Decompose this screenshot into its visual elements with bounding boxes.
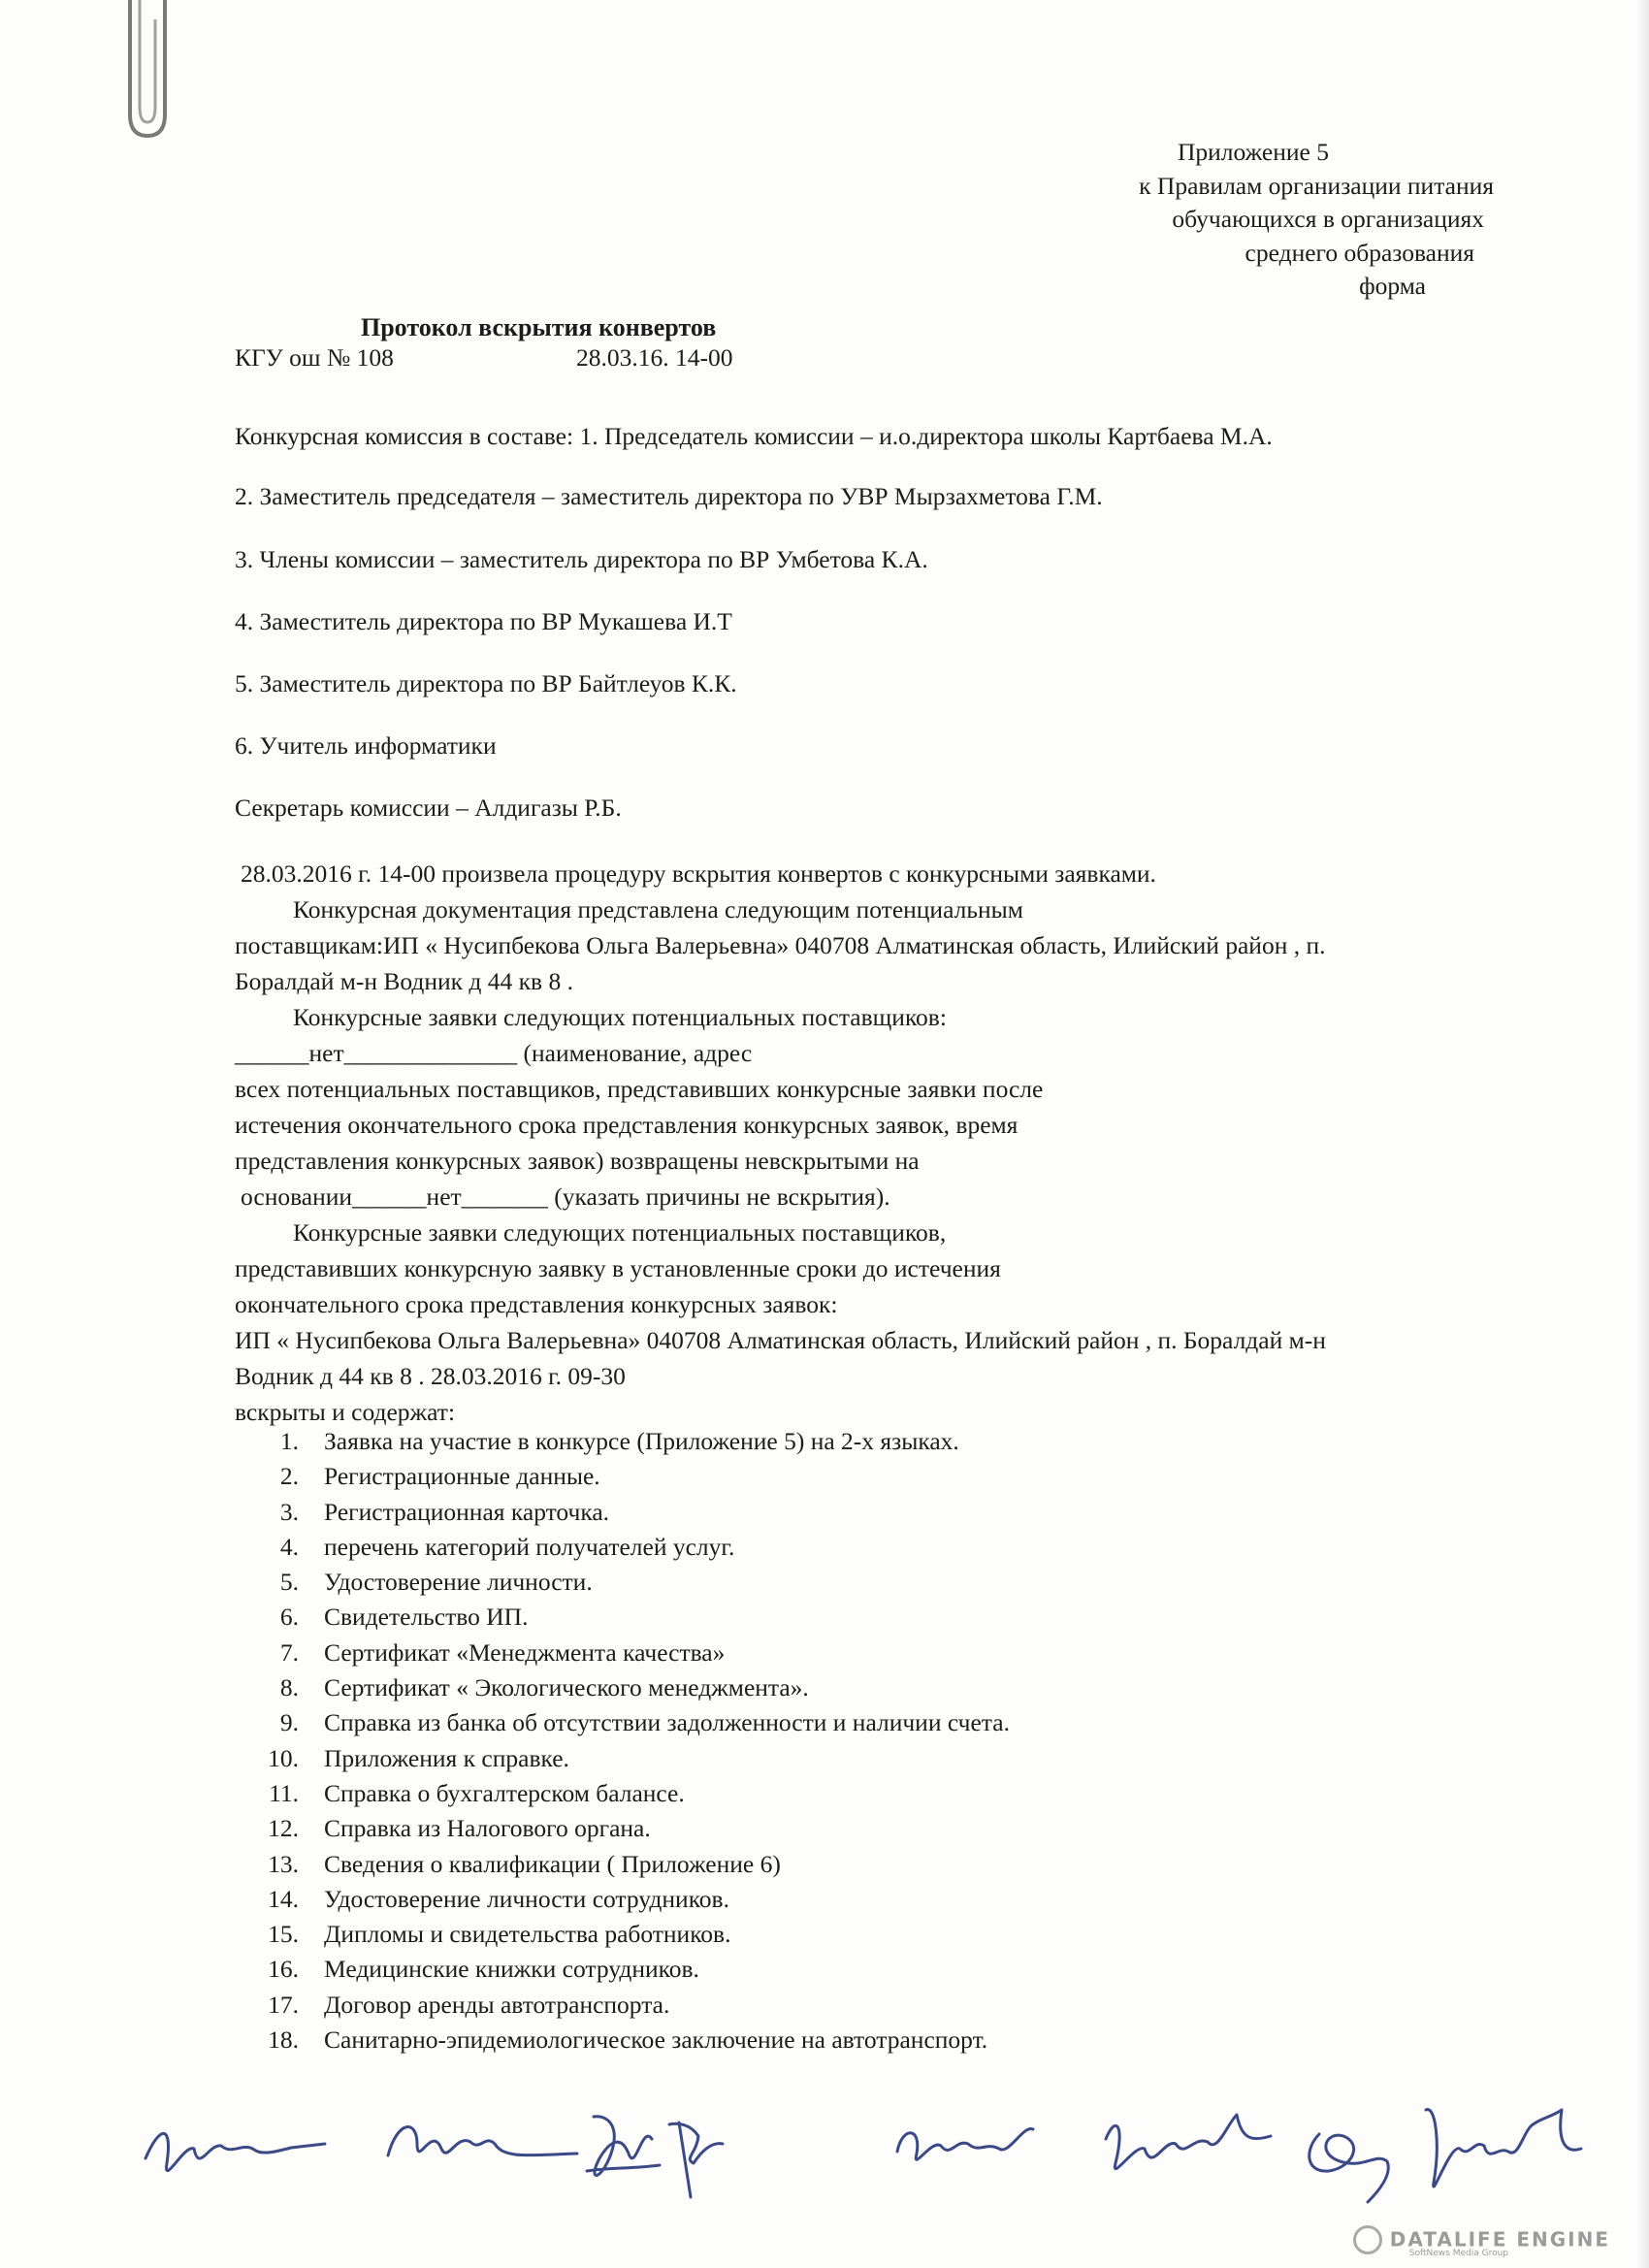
school-name: КГУ ош № 108 (235, 343, 394, 372)
list-item-number: 5. (279, 1568, 299, 1597)
list-item-text: Медицинские книжки сотрудников. (324, 1955, 699, 1984)
signatures (0, 2066, 1649, 2241)
signature-3 (587, 2117, 723, 2197)
list-item-text: Регистрационные данные. (324, 1462, 600, 1491)
list-item-text: Дипломы и свидетельства работников. (324, 1920, 731, 1949)
list-item-number: 18. (268, 2025, 299, 2055)
list-item-text: перечень категорий получателей услуг. (324, 1532, 735, 1561)
body-line: истечения окончательного срока представления конкурсных заявок, время (235, 1111, 1018, 1139)
list-item-text: Сведения о квалификации ( Приложение 6) (324, 1849, 781, 1878)
appendix-line: среднего образования (1245, 238, 1474, 267)
body-line: поставщикам:ИП « Нусипбекова Ольга Валерьевна» 040708 Алматинская область, Илийский район , п. (235, 931, 1326, 959)
body-line: Конкурсные заявки следующих потенциальных поставщиков: (293, 1003, 947, 1031)
commission-member: 4. Заместитель директора по ВР Мукашева И.Т (235, 607, 732, 635)
list-item-number: 2. (279, 1462, 299, 1491)
paperclip-icon (116, 0, 175, 146)
body-line: Боралдай м-н Водник д 44 кв 8 . (235, 967, 573, 995)
list-item-number: 15. (268, 1920, 299, 1949)
list-item-number: 14. (268, 1884, 299, 1913)
list-item-number: 4. (279, 1532, 299, 1561)
commission-vice-chair: 2. Заместитель председателя – заместитель директора по УВР Мырзахметова Г.М. (235, 482, 1103, 510)
appendix-line: Приложение 5 (1178, 138, 1329, 166)
list-item-number: 1. (279, 1427, 299, 1455)
appendix-header (951, 136, 1494, 304)
commission-member: 6. Учитель информатики (235, 731, 497, 760)
body-line: вскрыты и содержат: (235, 1398, 456, 1426)
signature-5 (1106, 2115, 1271, 2169)
watermark (1353, 2227, 1610, 2256)
page-edge-shadow (1635, 0, 1649, 2268)
commission-secretary: Секретарь комиссии – Алдигазы Р.Б. (235, 794, 622, 822)
list-item-text: Справка о бухгалтерском балансе. (324, 1778, 685, 1807)
body-line: Конкурсная документация представлена следующим потенциальным (293, 895, 1023, 923)
list-item-text: Сертификат « Экологического менеджмента». (324, 1673, 809, 1702)
list-item-text: Удостоверение личности сотрудников. (324, 1884, 729, 1913)
signature-2 (388, 2127, 577, 2155)
watermark-subtext: SoftNews Media Group (1408, 2249, 1508, 2258)
list-item-text: Регистрационная карточка. (324, 1497, 610, 1526)
signature-4 (897, 2128, 1033, 2159)
appendix-line: форма (1359, 272, 1426, 300)
body-line: представивших конкурсную заявку в установленные сроки до истечения (235, 1254, 1001, 1282)
protocol-date: 28.03.16. 14-00 (576, 343, 733, 372)
list-item-text: Справка из Налогового органа. (324, 1814, 651, 1843)
list-item-number: 10. (268, 1743, 299, 1772)
list-item-text: Свидетельство ИП. (324, 1603, 529, 1632)
body-paragraph: 28.03.2016 г. 14-00 произвела процедуру вскрытия конвертов с конкурсными заявками. (241, 859, 1156, 888)
document-title: Протокол вскрытия конвертов (361, 313, 717, 341)
list-item-number: 12. (268, 1814, 299, 1843)
body-line: ИП « Нусипбекова Ольга Валерьевна» 040708 Алматинская область, Илийский район , п. Боралдай м-н (235, 1326, 1326, 1354)
signature-1 (146, 2133, 325, 2170)
appendix-line: обучающихся в организациях (1172, 205, 1484, 233)
body-line: основании______нет_______ (указать причины не вскрытия). (241, 1183, 890, 1211)
list-item-number: 6. (279, 1603, 299, 1632)
signature-7 (1426, 2110, 1581, 2187)
list-item-text: Приложения к справке. (324, 1743, 569, 1772)
commission-chair: Конкурсная комиссия в составе: 1. Председатель комиссии – и.о.директора школы Картбаева М.А. (235, 422, 1273, 450)
list-item-number: 17. (268, 1990, 299, 2019)
commission-members: 3. Члены комиссии – заместитель директора по ВР Умбетова К.А. (235, 545, 928, 573)
body-line: ______нет______________ (наименование, адрес (235, 1039, 753, 1067)
list-item-text: Заявка на участие в конкурсе (Приложение 5) на 2-х языках. (324, 1427, 959, 1455)
body-line: всех потенциальных поставщиков, представивших конкурсные заявки после (235, 1075, 1044, 1103)
watermark-text: DATALIFE ENGINE (1389, 2227, 1610, 2252)
list-item-text: Справка из банка об отсутствии задолженности и наличии счета. (324, 1708, 1010, 1737)
list-item-text: Санитарно-эпидемиологическое заключение на автотранспорт. (324, 2025, 988, 2055)
list-item-number: 8. (279, 1673, 299, 1702)
list-item-number: 11. (269, 1778, 299, 1807)
list-item-number: 3. (279, 1497, 299, 1526)
list-item-text: Сертификат «Менеджмента качества» (324, 1637, 726, 1667)
list-item-text: Удостоверение личности. (324, 1568, 593, 1597)
body-line: окончательного срока представления конкурсных заявок: (235, 1290, 838, 1318)
list-item-text: Договор аренды автотранспорта. (324, 1990, 670, 2019)
signature-6 (1310, 2134, 1389, 2202)
list-item-number: 9. (279, 1708, 299, 1737)
appendix-line: к Правилам организации питания (1139, 171, 1494, 200)
commission-member: 5. Заместитель директора по ВР Байтлеуов К.К. (235, 669, 737, 697)
list-item-number: 13. (268, 1849, 299, 1878)
body-line: Конкурсные заявки следующих потенциальных поставщиков, (293, 1218, 947, 1247)
watermark-logo-icon (1353, 2225, 1382, 2254)
list-item-number: 7. (279, 1637, 299, 1667)
body-line: представления конкурсных заявок) возвращены невскрытыми на (235, 1147, 920, 1175)
list-item-number: 16. (268, 1955, 299, 1984)
body-line: Водник д 44 кв 8 . 28.03.2016 г. 09-30 (235, 1362, 626, 1390)
